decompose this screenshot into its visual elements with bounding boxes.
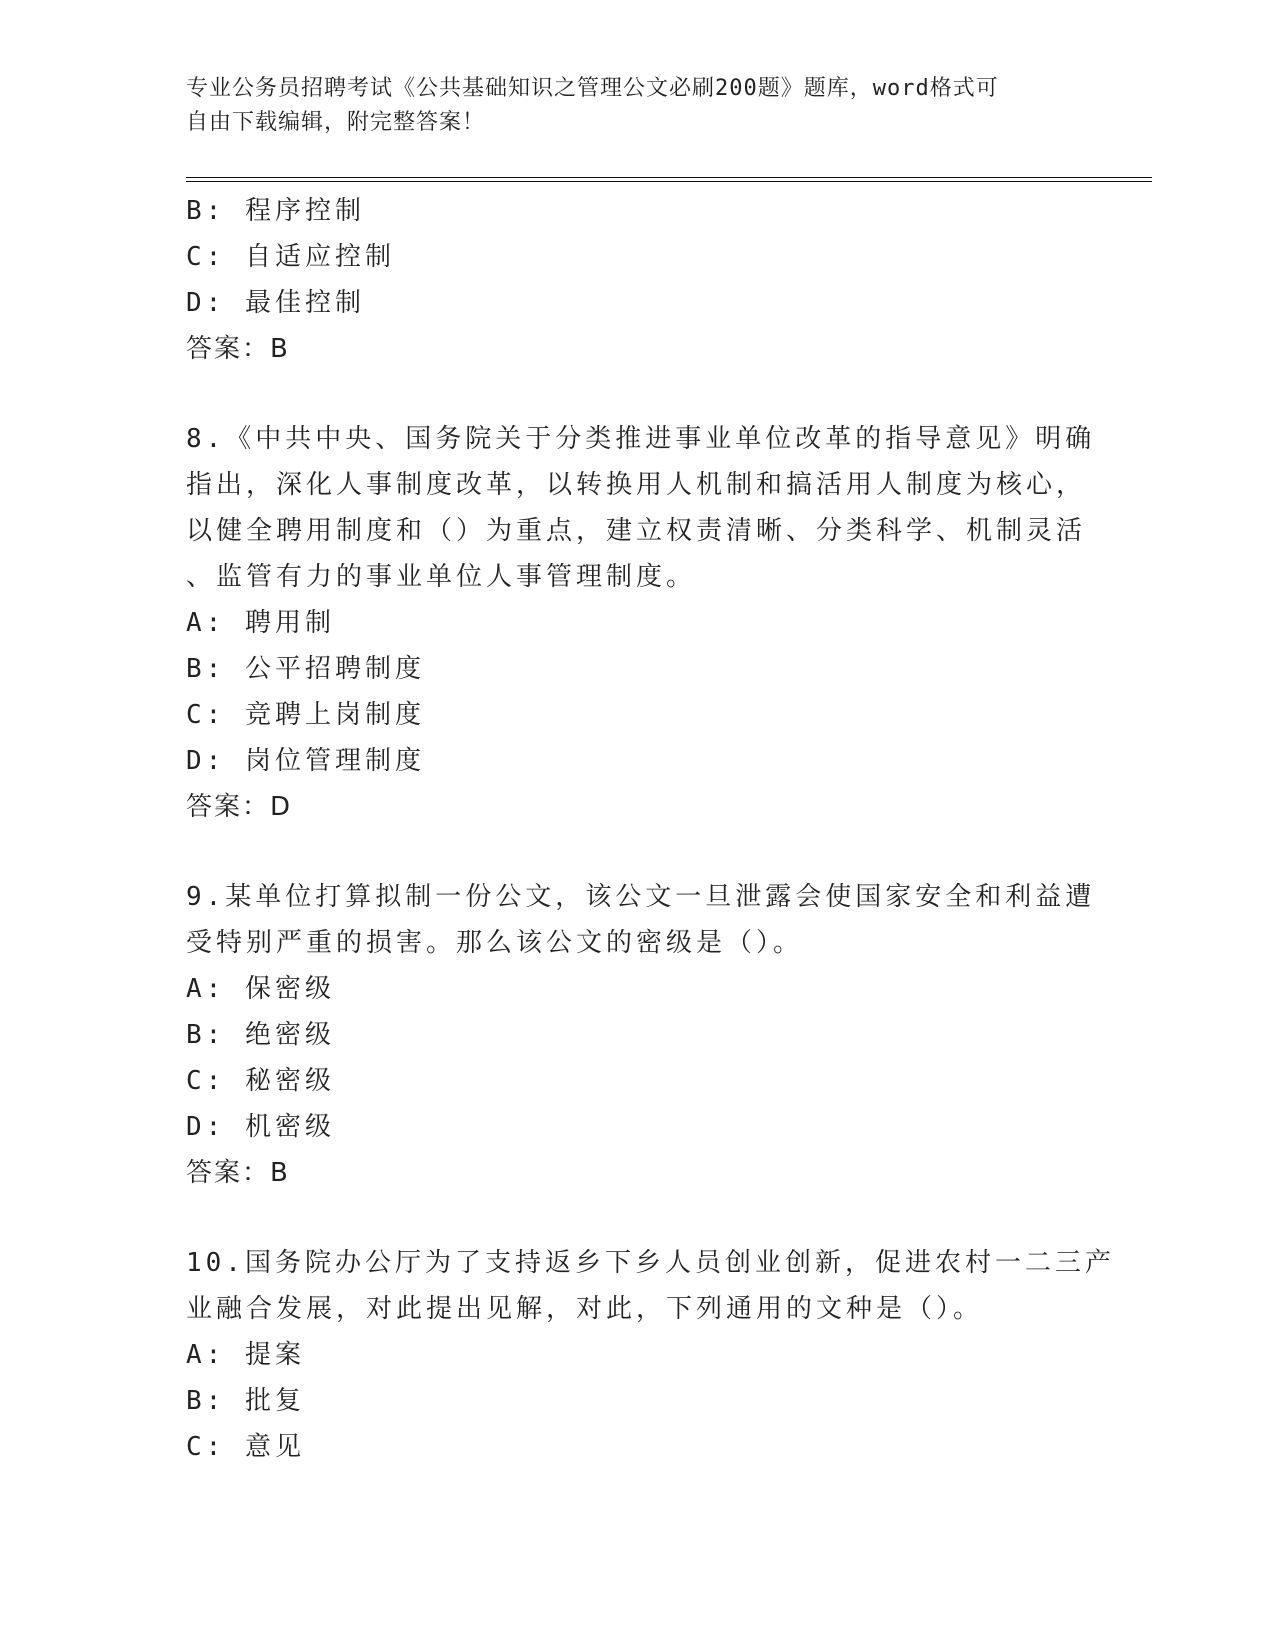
option-d: D: 最佳控制 <box>186 288 365 318</box>
option-b: B: 公平招聘制度 <box>186 654 425 684</box>
option-c: C: 竞聘上岗制度 <box>186 700 425 730</box>
answer-line: 答案：B <box>186 334 290 364</box>
header-line-1: 专业公务员招聘考试《公共基础知识之管理公文必刷200题》题库，word格式可 <box>186 76 999 101</box>
answer-line: 答案：B <box>186 1158 290 1188</box>
option-c: C: 秘密级 <box>186 1066 335 1096</box>
option-d: D: 岗位管理制度 <box>186 746 425 776</box>
option-b: B: 绝密级 <box>186 1020 335 1050</box>
question-10 <box>186 1240 1115 1470</box>
question-text-line: 10.国务院办公厅为了支持返乡下乡人员创业创新，促进农村一二三产 <box>186 1248 1115 1278</box>
spacer <box>186 1196 1086 1240</box>
question-text-line: 业融合发展，对此提出见解，对此，下列通用的文种是（）。 <box>186 1294 984 1324</box>
option-c: C: 意见 <box>186 1432 305 1462</box>
option-d: D: 机密级 <box>186 1112 335 1142</box>
question-text-line: 、监管有力的事业单位人事管理制度。 <box>186 562 697 592</box>
header-line-2: 自由下载编辑，附完整答案！ <box>186 110 486 135</box>
question-text-line: 受特别严重的损害。那么该公文的密级是（）。 <box>186 928 804 958</box>
header-rule-bottom <box>186 181 1152 182</box>
previous-question-block <box>186 188 1086 372</box>
option-b: B: 批复 <box>186 1386 305 1416</box>
spacer <box>186 830 1086 874</box>
option-a: A: 聘用制 <box>186 608 335 638</box>
option-a: A: 保密级 <box>186 974 335 1004</box>
question-9 <box>186 874 1096 1196</box>
option-b: B: 程序控制 <box>186 196 365 226</box>
option-c: C: 自适应控制 <box>186 242 395 272</box>
document-header <box>186 72 1066 140</box>
answer-line: 答案：D <box>186 792 293 822</box>
question-text-line: 以健全聘用制度和（）为重点，建立权责清晰、分类科学、机制灵活 <box>186 516 1087 546</box>
question-content <box>186 188 1115 1470</box>
question-text-line: 指出，深化人事制度改革，以转换用人机制和搞活用人制度为核心， <box>186 470 1087 500</box>
spacer <box>186 372 1086 416</box>
header-rule-top <box>186 177 1152 178</box>
question-text-line: 8.《中共中央、国务院关于分类推进事业单位改革的指导意见》明确 <box>186 424 1096 454</box>
question-8 <box>186 416 1096 830</box>
option-a: A: 提案 <box>186 1340 305 1370</box>
question-text-line: 9.某单位打算拟制一份公文，该公文一旦泄露会使国家安全和利益遭 <box>186 882 1096 912</box>
